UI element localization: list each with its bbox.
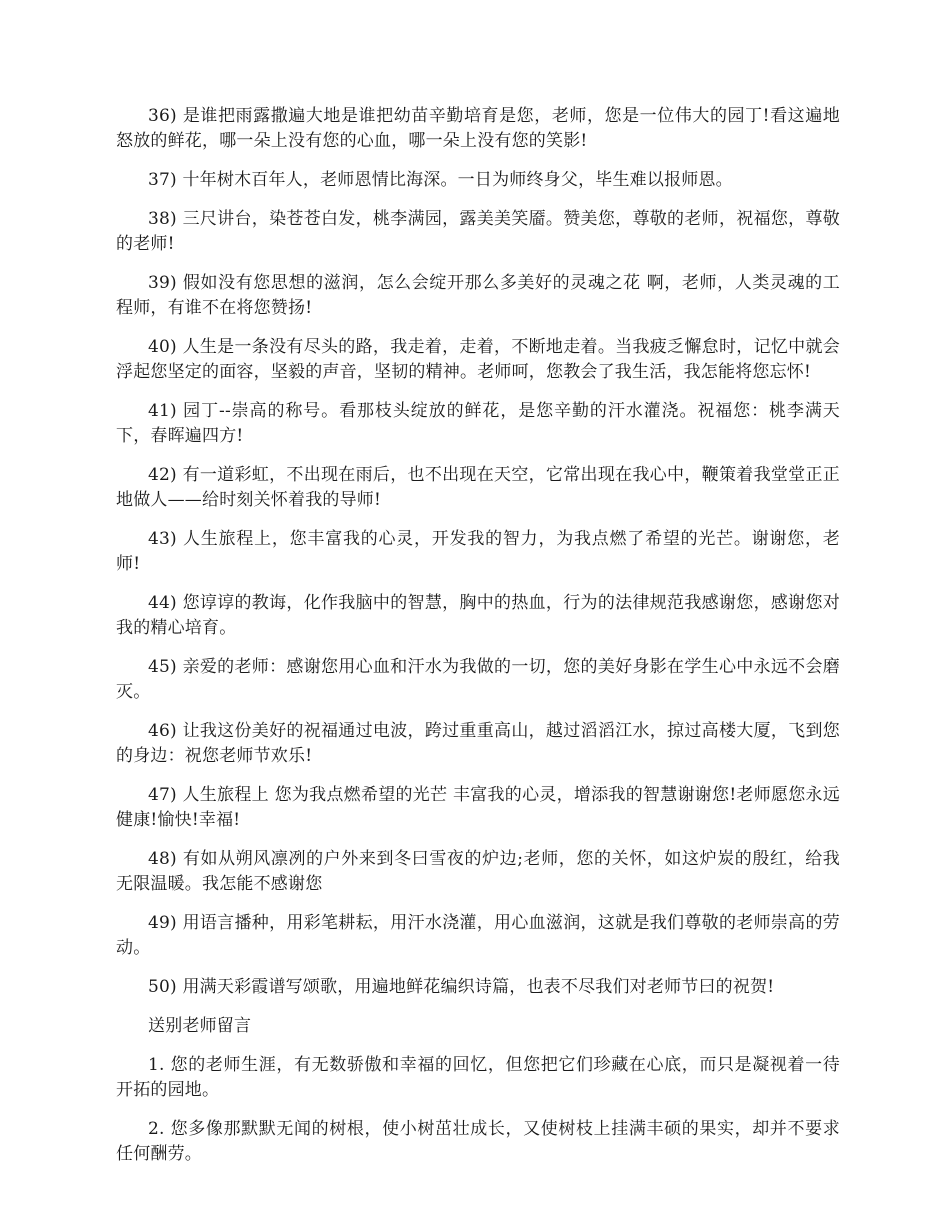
paragraph-46: 46) 让我这份美好的祝福通过电波，跨过重重高山，越过滔滔江水，掠过高楼大厦，飞到您的身边：祝您老师节欢乐! xyxy=(116,721,840,766)
paragraph-45: 45) 亲爱的老师：感谢您用心血和汗水为我做的一切，您的美好身影在学生心中永远不会磨灭。 xyxy=(116,657,840,702)
paragraph-36: 36) 是谁把雨露撒遍大地是谁把幼苗辛勤培育是您，老师，您是一位伟大的园丁!看这遍地怒放的鲜花，哪一朵上没有您的心血，哪一朵上没有您的笑影! xyxy=(116,106,840,151)
paragraph-37: 37) 十年树木百年人，老师恩情比海深。一日为师终身父，毕生难以报师恩。 xyxy=(148,170,733,190)
paragraph-50: 50) 用满天彩霞谱写颂歌，用遍地鲜花编织诗篇，也表不尽我们对老师节曰的祝贺! xyxy=(148,977,775,997)
section-heading: 送别老师留言 xyxy=(148,1016,252,1036)
farewell-item-2: 2. 您多像那默默无闻的树根，使小树茁壮成长，又使树枝上挂满丰硕的果实，却并不要求任何酬劳。 xyxy=(116,1119,840,1164)
paragraph-40: 40) 人生是一条没有尽头的路，我走着，走着，不断地走着。当我疲乏懈怠时，记忆中就会浮起您坚定的面容，坚毅的声音，坚韧的精神。老师呵，您教会了我生活，我怎能将您忘怀! xyxy=(116,337,840,382)
paragraph-44: 44) 您谆谆的教诲，化作我脑中的智慧，胸中的热血，行为的法律规范我感谢您，感谢您对我的精心培育。 xyxy=(116,593,840,638)
paragraph-39: 39) 假如没有您思想的滋润，怎么会绽开那么多美好的灵魂之花 啊，老师，人类灵魂的工程师，有谁不在将您赞扬! xyxy=(116,273,840,318)
paragraph-43: 43) 人生旅程上，您丰富我的心灵，开发我的智力，为我点燃了希望的光芒。谢谢您，老师! xyxy=(116,529,840,574)
document-page xyxy=(116,104,840,1181)
farewell-item-1: 1. 您的老师生涯，有无数骄傲和幸福的回忆，但您把它们珍藏在心底，而只是凝视着一待开拓的园地。 xyxy=(116,1055,840,1100)
paragraph-42: 42) 有一道彩虹，不出现在雨后，也不出现在天空，它常出现在我心中，鞭策着我堂堂正正地做人——给时刻关怀着我的导师! xyxy=(116,465,840,510)
paragraph-47: 47) 人生旅程上 您为我点燃希望的光芒 丰富我的心灵，增添我的智慧谢谢您!老师愿您永远健康!愉快!幸福! xyxy=(116,785,840,830)
paragraph-49: 49) 用语言播种，用彩笔耕耘，用汗水浇灌，用心血滋润，这就是我们尊敬的老师崇高的劳动。 xyxy=(116,913,840,958)
paragraph-48: 48) 有如从朔风凛冽的户外来到冬曰雪夜的炉边;老师，您的关怀，如这炉炭的殷红，给我无限温暖。我怎能不感谢您 xyxy=(116,849,840,894)
paragraph-41: 41) 园丁--崇高的称号。看那枝头绽放的鲜花，是您辛勤的汗水灌浇。祝福您：桃李满天下，春晖遍四方! xyxy=(116,401,840,446)
paragraph-38: 38) 三尺讲台，染苍苍白发，桃李满园，露美美笑靥。赞美您，尊敬的老师，祝福您，尊敬的老师! xyxy=(116,209,840,254)
